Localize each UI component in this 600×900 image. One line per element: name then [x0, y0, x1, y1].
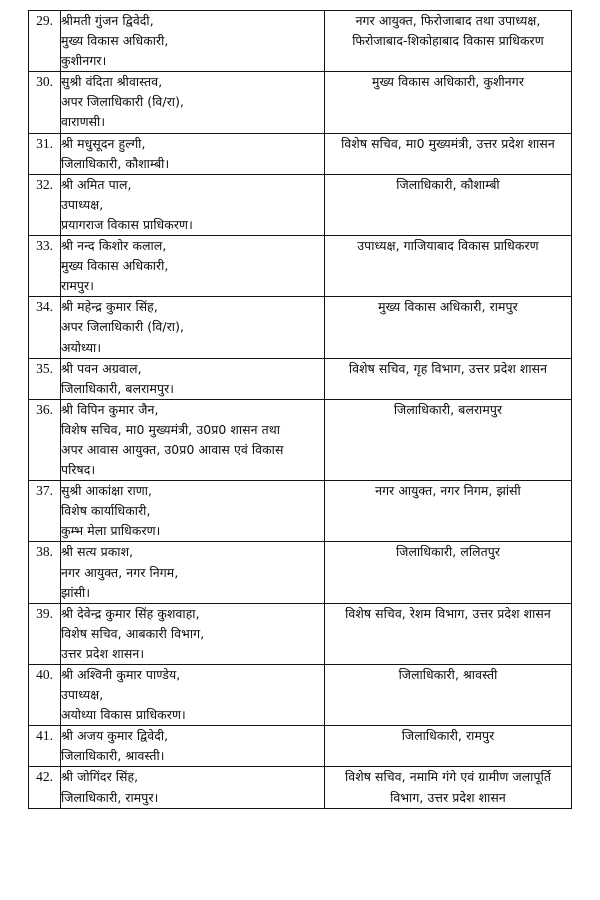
current-posting-line: झांसी।	[61, 584, 91, 600]
new-posting-cell	[325, 399, 572, 480]
current-posting-cell	[61, 133, 325, 174]
current-posting-cell	[61, 297, 325, 358]
new-posting-line: मुख्य विकास अधिकारी, रामपुर	[378, 299, 518, 315]
new-posting-cell	[325, 11, 572, 72]
current-posting-cell	[61, 767, 325, 808]
table-row	[29, 72, 572, 133]
current-posting-cell	[61, 481, 325, 542]
new-posting-block	[325, 542, 571, 562]
current-posting-line: सुश्री आकांक्षा राणा,	[61, 483, 153, 499]
new-posting-block	[325, 297, 571, 317]
new-posting-line: मुख्य विकास अधिकारी, कुशीनगर	[371, 74, 525, 90]
new-posting-line: विशेष सचिव, रेशम विभाग, उत्तर प्रदेश शासन	[345, 605, 551, 621]
new-posting-block	[325, 11, 571, 51]
new-posting-block	[325, 726, 571, 746]
current-posting-cell	[61, 72, 325, 133]
new-posting-line: उपाध्यक्ष, गाजियाबाद विकास प्राधिकरण	[357, 238, 539, 254]
new-posting-block	[325, 175, 571, 195]
current-posting-line: नगर आयुक्त, नगर निगम,	[61, 564, 179, 580]
table-row	[29, 542, 572, 603]
current-posting-line: विशेष कार्याधिकारी,	[61, 503, 151, 519]
table-row	[29, 11, 572, 72]
current-posting-line: रामपुर।	[61, 278, 94, 294]
current-posting-line: श्री नन्द किशोर कलाल,	[61, 238, 167, 254]
table-row	[29, 358, 572, 399]
table-row	[29, 297, 572, 358]
new-posting-line: विशेष सचिव, गृह विभाग, उत्तर प्रदेश शासन	[348, 360, 548, 376]
new-posting-cell	[325, 133, 572, 174]
current-posting-line: मुख्य विकास अधिकारी,	[61, 258, 169, 274]
current-posting-line: विशेष सचिव, आबकारी विभाग,	[61, 625, 205, 641]
new-posting-block	[325, 236, 571, 256]
row-serial-number: 41.	[29, 726, 61, 767]
current-posting-line: मुख्य विकास अधिकारी,	[61, 33, 169, 49]
new-posting-line: विभाग, उत्तर प्रदेश शासन	[390, 789, 506, 805]
new-posting-cell	[325, 726, 572, 767]
new-posting-block	[325, 604, 571, 624]
current-posting-line: अयोध्या।	[61, 339, 102, 355]
current-posting-cell	[61, 174, 325, 235]
row-serial-number: 35.	[29, 358, 61, 399]
row-serial-number: 32.	[29, 174, 61, 235]
table-row	[29, 767, 572, 808]
new-posting-cell	[325, 767, 572, 808]
row-serial-number: 29.	[29, 11, 61, 72]
new-posting-cell	[325, 174, 572, 235]
row-serial-number: 39.	[29, 603, 61, 664]
current-posting-line: श्री महेन्द्र कुमार सिंह,	[61, 299, 158, 315]
current-posting-line: उपाध्यक्ष,	[61, 687, 104, 703]
table-body	[29, 11, 572, 809]
new-posting-block	[325, 400, 571, 420]
new-posting-block	[325, 134, 571, 154]
current-posting-cell	[61, 542, 325, 603]
current-posting-cell	[61, 399, 325, 480]
table-row	[29, 133, 572, 174]
current-posting-line: वाराणसी।	[61, 114, 106, 130]
new-posting-line: जिलाधिकारी, कौशाम्बी	[396, 176, 500, 192]
current-posting-cell	[61, 665, 325, 726]
new-posting-block	[325, 72, 571, 92]
new-posting-line: विशेष सचिव, मा0 मुख्यमंत्री, उत्तर प्रदेश शासन	[341, 135, 555, 151]
current-posting-line: श्री सत्य प्रकाश,	[61, 544, 134, 560]
current-posting-line: श्री विपिन कुमार जैन,	[61, 401, 159, 417]
new-posting-cell	[325, 236, 572, 297]
new-posting-line: नगर आयुक्त, नगर निगम, झांसी	[375, 483, 521, 499]
row-serial-number: 34.	[29, 297, 61, 358]
current-posting-cell	[61, 11, 325, 72]
current-posting-line: श्रीमती गुंजन द्विवेदी,	[61, 13, 154, 28]
transfer-order-table	[28, 10, 572, 809]
current-posting-line: जिलाधिकारी, रामपुर।	[61, 789, 159, 805]
new-posting-cell	[325, 481, 572, 542]
row-serial-number: 40.	[29, 665, 61, 726]
current-posting-line: श्री अमित पाल,	[61, 176, 132, 192]
table-row	[29, 236, 572, 297]
row-serial-number: 33.	[29, 236, 61, 297]
new-posting-cell	[325, 665, 572, 726]
table-row	[29, 603, 572, 664]
new-posting-cell	[325, 603, 572, 664]
current-posting-line: श्री जोगिंदर सिंह,	[61, 769, 139, 785]
row-serial-number: 30.	[29, 72, 61, 133]
row-serial-number: 38.	[29, 542, 61, 603]
new-posting-line: जिलाधिकारी, रामपुर	[401, 728, 495, 744]
current-posting-line: श्री मधुसूदन हुल्गी,	[61, 135, 146, 151]
new-posting-cell	[325, 72, 572, 133]
new-posting-block	[325, 359, 571, 379]
current-posting-line: श्री अजय कुमार द्विवेदी,	[61, 728, 169, 744]
new-posting-block	[325, 767, 571, 807]
current-posting-line: प्रयागराज विकास प्राधिकरण।	[61, 216, 193, 232]
current-posting-line: श्री अश्विनी कुमार पाण्डेय,	[61, 667, 181, 682]
new-posting-block	[325, 665, 571, 685]
new-posting-cell	[325, 542, 572, 603]
row-serial-number: 31.	[29, 133, 61, 174]
row-serial-number: 37.	[29, 481, 61, 542]
new-posting-cell	[325, 358, 572, 399]
new-posting-line: जिलाधिकारी, ललितपुर	[395, 544, 501, 560]
new-posting-cell	[325, 297, 572, 358]
table-row	[29, 174, 572, 235]
new-posting-line: विशेष सचिव, नमामि गंगे एवं ग्रामीण जलापूर्ति	[345, 769, 551, 785]
current-posting-cell	[61, 236, 325, 297]
current-posting-line: श्री देवेन्द्र कुमार सिंह कुशवाहा,	[61, 605, 200, 621]
row-serial-number: 36.	[29, 399, 61, 480]
new-posting-line: जिलाधिकारी, बलरामपुर	[393, 401, 503, 417]
current-posting-line: श्री पवन अग्रवाल,	[61, 360, 142, 376]
current-posting-line: परिषद।	[61, 462, 96, 478]
current-posting-line: जिलाधिकारी, श्रावस्ती।	[61, 748, 165, 764]
current-posting-line: उत्तर प्रदेश शासन।	[61, 645, 145, 661]
current-posting-line: उपाध्यक्ष,	[61, 196, 104, 212]
current-posting-line: कुशीनगर।	[61, 53, 107, 69]
current-posting-line: जिलाधिकारी, बलरामपुर।	[61, 380, 175, 396]
new-posting-line: नगर आयुक्त, फिरोजाबाद तथा उपाध्यक्ष,	[355, 13, 541, 28]
current-posting-line: सुश्री वंदिता श्रीवास्तव,	[61, 74, 163, 90]
current-posting-cell	[61, 726, 325, 767]
current-posting-cell	[61, 603, 325, 664]
table-row	[29, 481, 572, 542]
current-posting-line: कुम्भ मेला प्राधिकरण।	[61, 523, 161, 539]
current-posting-line: जिलाधिकारी, कौशाम्बी।	[61, 155, 170, 171]
new-posting-block	[325, 481, 571, 501]
current-posting-line: अपर जिलाधिकारी (वि/रा),	[61, 319, 185, 335]
new-posting-line: जिलाधिकारी, श्रावस्ती	[398, 667, 498, 682]
table-row	[29, 726, 572, 767]
new-posting-line: फिरोजाबाद-शिकोहाबाद विकास प्राधिकरण	[352, 33, 544, 49]
current-posting-line: अपर जिलाधिकारी (वि/रा),	[61, 94, 185, 110]
current-posting-line: अपर आवास आयुक्त, उ0प्र0 आवास एवं विकास	[61, 441, 284, 457]
current-posting-line: विशेष सचिव, मा0 मुख्यमंत्री, उ0प्र0 शासन तथा	[61, 421, 281, 437]
current-posting-cell	[61, 358, 325, 399]
current-posting-line: अयोध्या विकास प्राधिकरण।	[61, 707, 186, 723]
table-row	[29, 665, 572, 726]
row-serial-number: 42.	[29, 767, 61, 808]
table-row	[29, 399, 572, 480]
